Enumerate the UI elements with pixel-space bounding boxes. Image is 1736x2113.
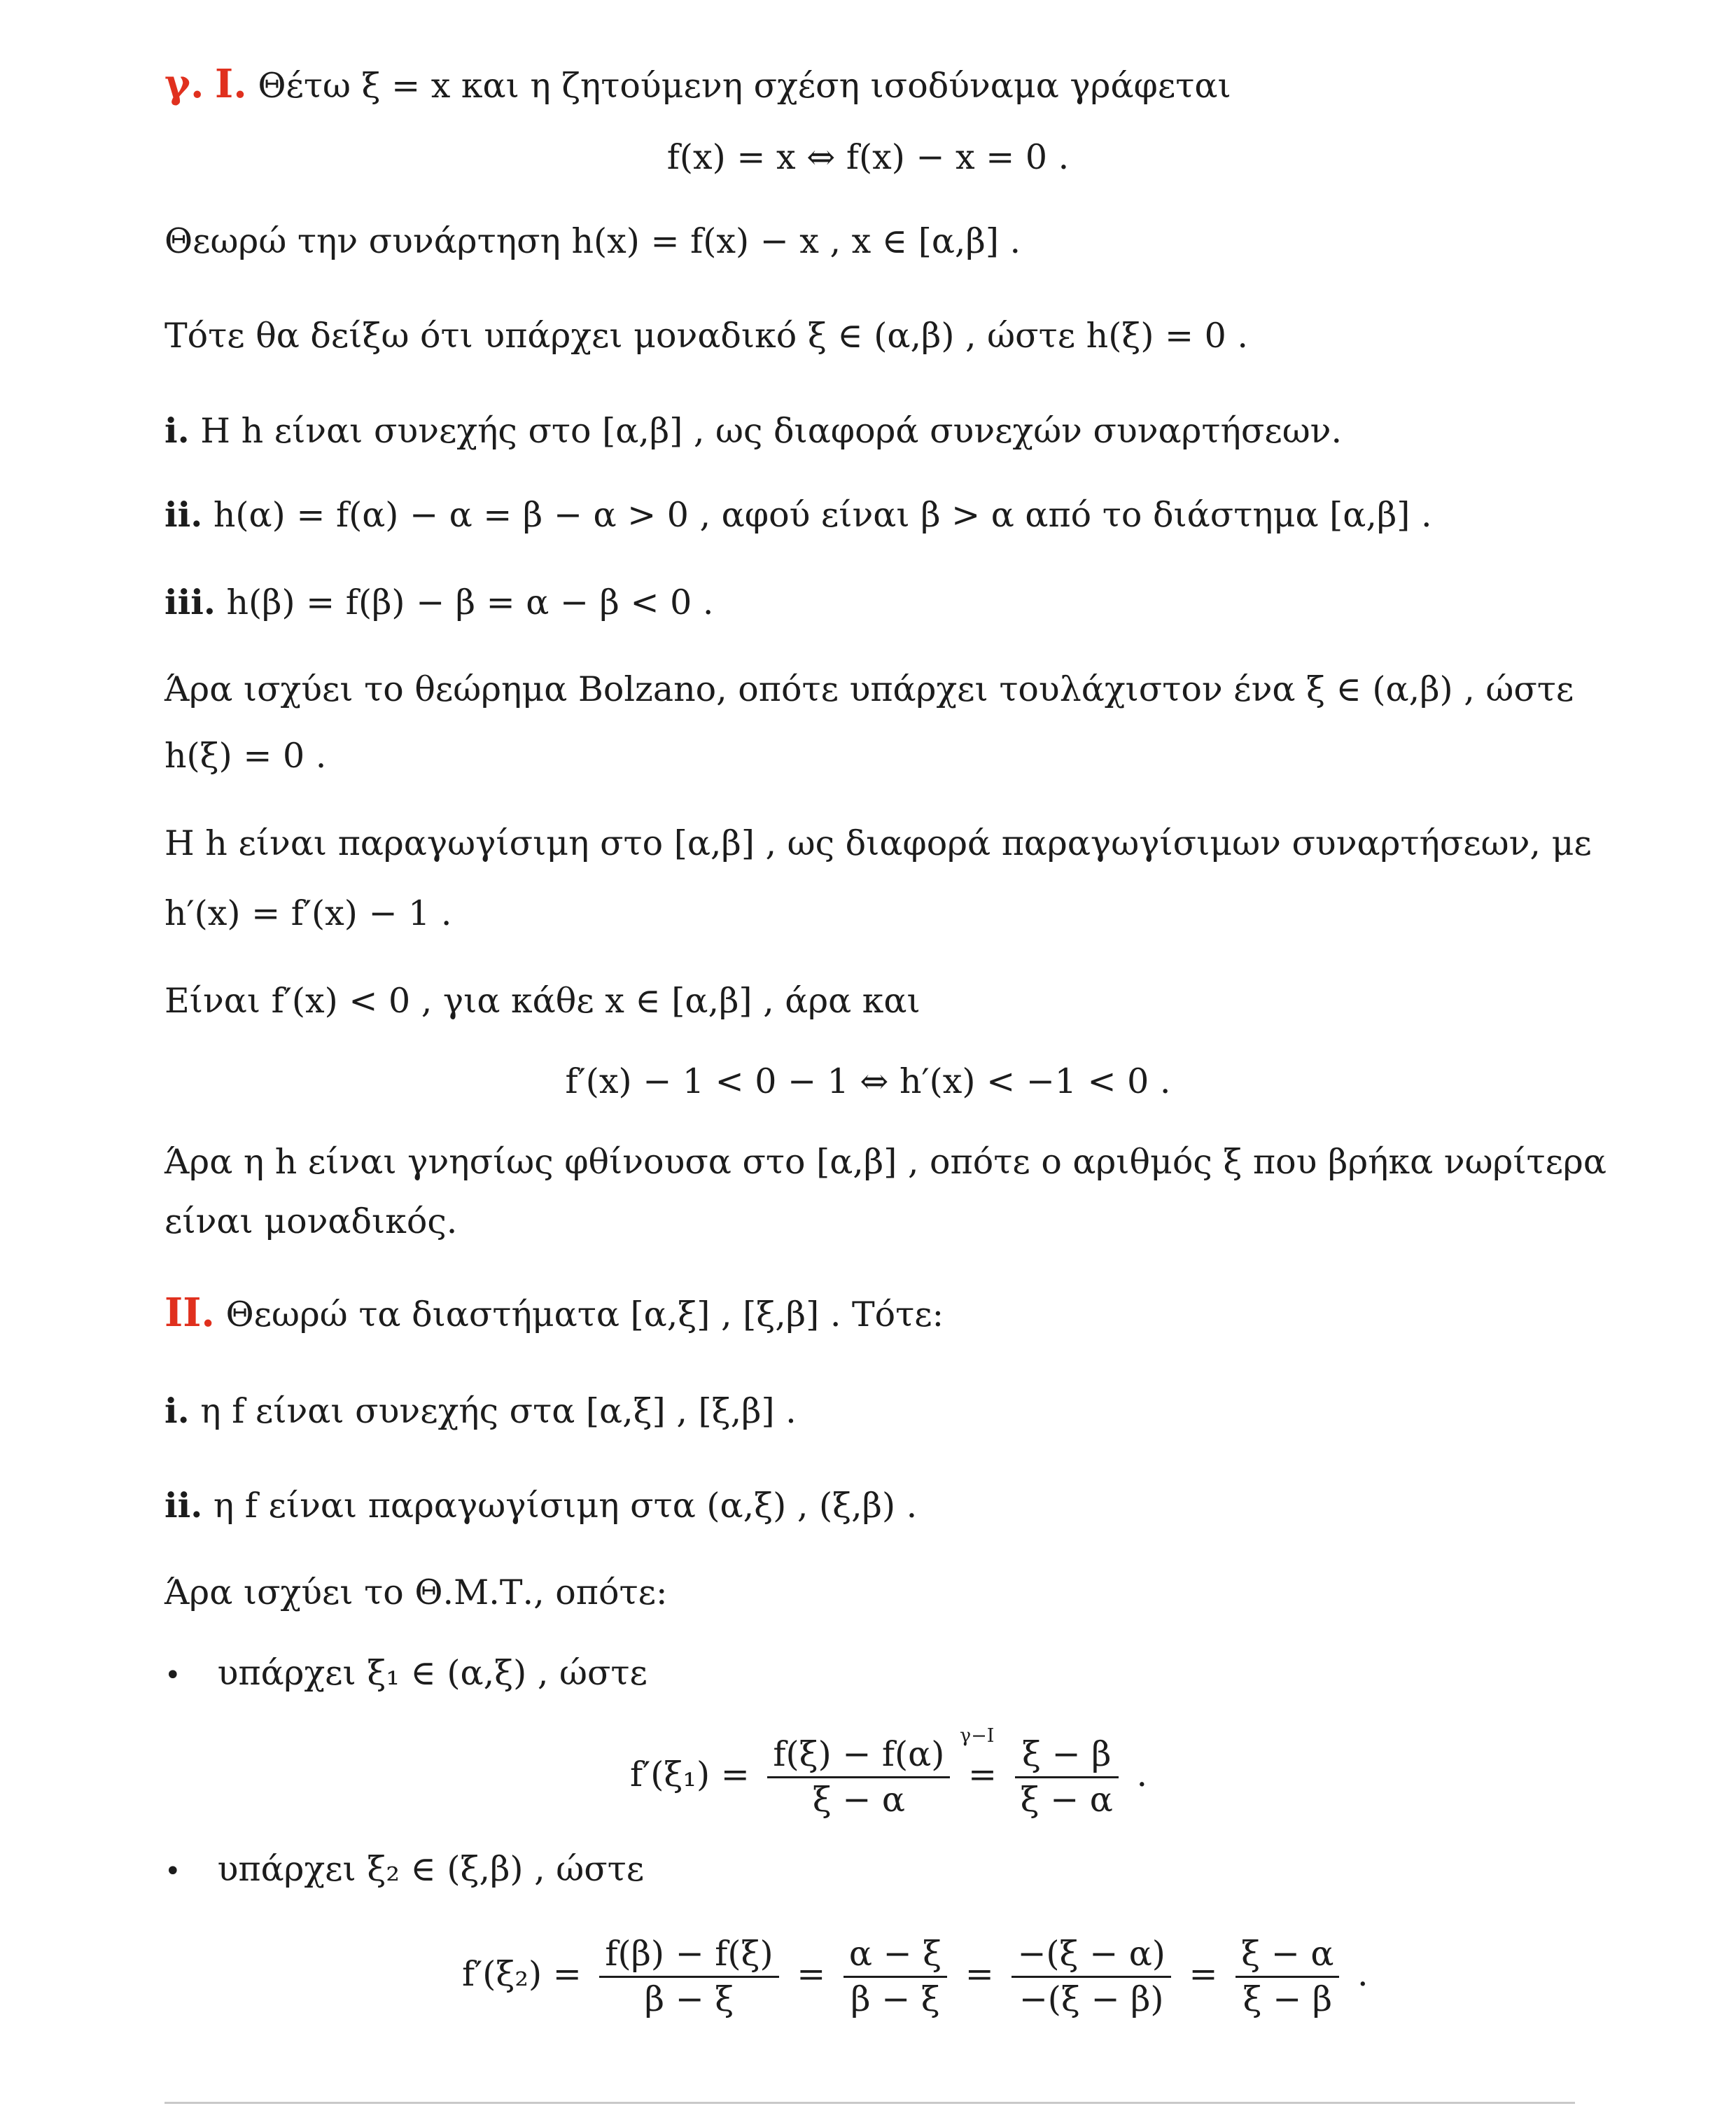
fraction-xi1-b-numerator: ξ − β	[1015, 1733, 1119, 1778]
fraction-xi2-4-denominator: ξ − β	[1242, 1979, 1333, 2019]
bolzano-line-2: h(ξ) = 0 .	[164, 736, 327, 776]
formula-xi2-end: .	[1357, 1954, 1368, 1994]
fraction-xi2-1	[599, 1932, 778, 2021]
fraction-xi1-a-denominator: ξ − α	[812, 1780, 905, 1820]
formula-xi1	[630, 1725, 1148, 1822]
part-ii-item-i-label: i.	[164, 1390, 190, 1431]
monotonic-line-1: Άρα η h είναι γνησίως φθίνουσα στο [α,β] , οπότε ο αριθμός ξ που βρήκα νωρίτερα	[164, 1142, 1606, 1182]
equation-2: f′(x) − 1 < 0 − 1 ⇔ h′(x) < −1 < 0 .	[565, 1061, 1171, 1101]
fraction-xi1-b	[1015, 1733, 1119, 1822]
fraction-xi1-a-numerator: f(ξ) − f(α)	[767, 1733, 950, 1778]
part-ii-item-i	[164, 1386, 1624, 1436]
bullet-1-dot: •	[164, 1659, 181, 1692]
equals-sign-2a: =	[797, 1954, 826, 1994]
formula-xi1-end: .	[1136, 1755, 1148, 1794]
fraction-xi1-a	[767, 1733, 950, 1822]
formula-xi2-lhs: f′(ξ₂) =	[462, 1954, 582, 1994]
fraction-xi2-3-numerator: −(ξ − α)	[1011, 1932, 1171, 1978]
fraction-xi2-2-numerator: α − ξ	[844, 1932, 947, 1978]
monotonic-line-2: είναι μοναδικός.	[164, 1201, 458, 1241]
item-iii	[164, 578, 1624, 627]
sign-text: Είναι f′(x) < 0 , για κάθε x ∈ [α,β] , άρα και	[164, 981, 920, 1021]
equation-1: f(x) = x ⇔ f(x) − x = 0 .	[666, 137, 1070, 177]
part-ii-item-ii	[164, 1481, 1624, 1530]
derivative-line-1: Η h είναι παραγωγίσιμη στο [α,β] , ως διαφορά παραγωγίσιμων συναρτήσεων, με	[164, 823, 1592, 863]
fraction-xi2-3	[1011, 1932, 1171, 2021]
part-ii-item-ii-text: η f είναι παραγωγίσιμη στα (α,ξ) , (ξ,β) .	[213, 1486, 918, 1526]
part-i-intro-line	[164, 60, 1624, 111]
fraction-xi2-2	[844, 1932, 947, 2021]
item-i-text: Η h είναι συνεχής στο [α,β] , ως διαφορά συνεχών συναρτήσεων.	[200, 411, 1343, 451]
consider-function-text: Θεωρώ την συνάρτηση h(x) = f(x) − x , x ∈ [α,β] .	[164, 221, 1021, 261]
bullet-1-text: υπάρχει ξ₁ ∈ (α,ξ) , ώστε	[217, 1653, 648, 1693]
part-ii-intro-line	[164, 1288, 1624, 1339]
item-ii	[164, 490, 1624, 540]
equals-sign-2b: =	[965, 1954, 994, 1994]
fraction-xi2-1-denominator: β − ξ	[644, 1979, 734, 2019]
item-i-label: i.	[164, 410, 190, 451]
footer-divider	[164, 2102, 1575, 2104]
bullet-2	[164, 1845, 1624, 1896]
part-ii-intro-text: Θεωρώ τα διαστήματα [α,ξ] , [ξ,β] . Τότε:	[225, 1295, 944, 1334]
formula-xi1-lhs: f′(ξ₁) =	[630, 1755, 750, 1794]
equals-sign-2c: =	[1189, 1954, 1218, 1994]
section-label-II: II.	[164, 1290, 215, 1336]
derivative-line-2: h′(x) = f′(x) − 1 .	[164, 893, 452, 933]
bolzano-line-1: Άρα ισχύει το θεώρημα Bolzano, οπότε υπάρχει τουλάχιστον ένα ξ ∈ (α,β) , ώστε	[164, 669, 1574, 709]
fraction-xi1-b-denominator: ξ − α	[1020, 1780, 1113, 1820]
item-ii-text: h(α) = f(α) − α = β − α > 0 , αφού είναι β > α από το διάστημα [α,β] .	[213, 495, 1432, 535]
item-ii-label: ii.	[164, 494, 203, 535]
part-ii-item-i-text: η f είναι συνεχής στα [α,ξ] , [ξ,β] .	[200, 1391, 797, 1431]
mvt-text: Άρα ισχύει το Θ.Μ.Τ., οπότε:	[164, 1572, 668, 1612]
fraction-xi2-4	[1236, 1932, 1339, 2021]
item-iii-label: iii.	[164, 582, 216, 622]
formula-xi2	[462, 1932, 1368, 2021]
goal-text: Τότε θα δείξω ότι υπάρχει μοναδικό ξ ∈ (α,β) , ώστε h(ξ) = 0 .	[164, 316, 1248, 356]
section-label-gamma: γ.	[164, 61, 204, 107]
fraction-xi2-3-denominator: −(ξ − β)	[1018, 1979, 1164, 2019]
fraction-xi2-1-numerator: f(β) − f(ξ)	[599, 1932, 778, 1978]
bullet-2-dot: •	[164, 1855, 181, 1888]
bullet-2-text: υπάρχει ξ₂ ∈ (ξ,β) , ώστε	[217, 1849, 645, 1889]
part-ii-item-ii-label: ii.	[164, 1485, 203, 1526]
item-iii-text: h(β) = f(β) − β = α − β < 0 .	[226, 583, 714, 622]
section-label-I: I.	[215, 61, 247, 107]
bullet-1	[164, 1649, 1624, 1700]
item-i	[164, 406, 1624, 456]
fraction-xi2-2-denominator: β − ξ	[850, 1979, 940, 2019]
equals-with-tag	[959, 1725, 997, 1794]
equals-tag: γ−I	[959, 1725, 995, 1747]
equals-sign: =	[967, 1755, 997, 1794]
intro-text: Θέτω ξ = x και η ζητούμενη σχέση ισοδύναμα γράφεται	[258, 66, 1231, 106]
fraction-xi2-4-numerator: ξ − α	[1236, 1932, 1339, 1978]
